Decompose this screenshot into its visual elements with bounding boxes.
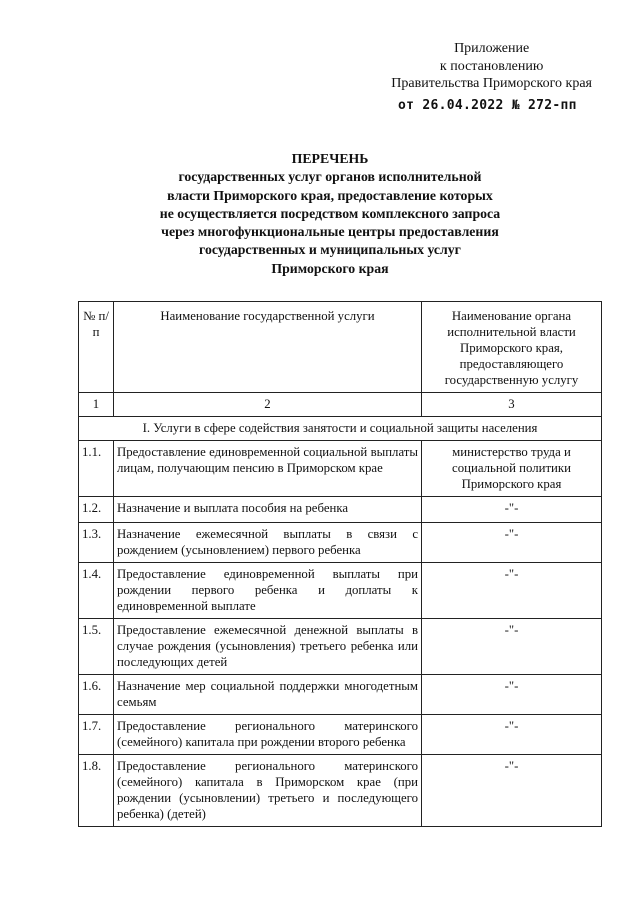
column-index: 3: [422, 393, 602, 417]
title-heading: ПЕРЕЧЕНЬ: [291, 151, 369, 166]
column-index-row: [79, 393, 602, 417]
table-row: [79, 715, 602, 755]
title-line: через многофункциональные центры предоставления: [161, 224, 499, 240]
title-line: не осуществляется посредством комплексного запроса: [159, 205, 501, 221]
service-name: Предоставление единовременной выплаты при рождении первого ребенка и доплаты к единовременной выплате: [114, 563, 422, 619]
authority-name: -"-: [422, 619, 602, 675]
authority-name: -"-: [422, 755, 602, 827]
service-name: Назначение и выплата пособия на ребенка: [114, 497, 422, 523]
table-row: [79, 441, 602, 497]
table-row: [79, 563, 602, 619]
title-line: государственных и муниципальных услуг: [199, 242, 461, 258]
resolution-stamp: от 26.04.2022 № 272-пп: [398, 98, 577, 113]
document-title: [100, 150, 560, 278]
section-row: [79, 417, 602, 441]
header-num: № п/п: [79, 302, 114, 393]
row-number: 1.6.: [79, 675, 114, 715]
header-authority: Наименование органа исполнительной власти Приморского края, предоставляющего государственную услугу: [422, 302, 602, 393]
table-row: [79, 523, 602, 563]
service-name: Предоставление регионального материнского (семейного) капитала при рождении второго ребенка: [114, 715, 422, 755]
table-row: [79, 675, 602, 715]
title-line: власти Приморского края, предоставление которых: [167, 187, 493, 203]
service-name: Назначение ежемесячной выплаты в связи с рождением (усыновлением) первого ребенка: [114, 523, 422, 563]
row-number: 1.7.: [79, 715, 114, 755]
appendix-line-2: к постановлению: [439, 58, 544, 74]
row-number: 1.4.: [79, 563, 114, 619]
service-name: Предоставление ежемесячной денежной выплаты в случае рождения (усыновления) третьего ребенка или последующих детей: [114, 619, 422, 675]
appendix-line-1: Приложение: [454, 41, 530, 56]
title-line: государственных услуг органов исполнительной: [178, 169, 482, 185]
row-number: 1.8.: [79, 755, 114, 827]
authority-name: -"-: [422, 523, 602, 563]
services-table: [78, 301, 602, 827]
row-number: 1.1.: [79, 441, 114, 497]
section-title: I. Услуги в сфере содействия занятости и социальной защиты населения: [79, 417, 602, 441]
service-name: Предоставление единовременной социальной выплаты лицам, получающим пенсию в Приморском крае: [114, 441, 422, 497]
authority-name: -"-: [422, 497, 602, 523]
table-row: [79, 755, 602, 827]
row-number: 1.3.: [79, 523, 114, 563]
title-line: Приморского края: [271, 260, 389, 276]
table-row: [79, 497, 602, 523]
appendix-header: [391, 40, 592, 93]
authority-name: -"-: [422, 715, 602, 755]
appendix-line-3: Правительства Приморского края: [391, 76, 592, 91]
column-index: 2: [114, 393, 422, 417]
service-name: Назначение мер социальной поддержки многодетным семьям: [114, 675, 422, 715]
authority-name: -"-: [422, 675, 602, 715]
table-row: [79, 619, 602, 675]
header-service-name: Наименование государственной услуги: [114, 302, 422, 393]
table-header-row: [79, 302, 602, 393]
authority-name: -"-: [422, 563, 602, 619]
row-number: 1.5.: [79, 619, 114, 675]
column-index: 1: [79, 393, 114, 417]
service-name: Предоставление регионального материнского (семейного) капитала в Приморском крае (при рождении (усыновлении) третьего и последующего ребенка) (детей): [114, 755, 422, 827]
authority-name: министерство труда и социальной политики Приморского края: [422, 441, 602, 497]
row-number: 1.2.: [79, 497, 114, 523]
